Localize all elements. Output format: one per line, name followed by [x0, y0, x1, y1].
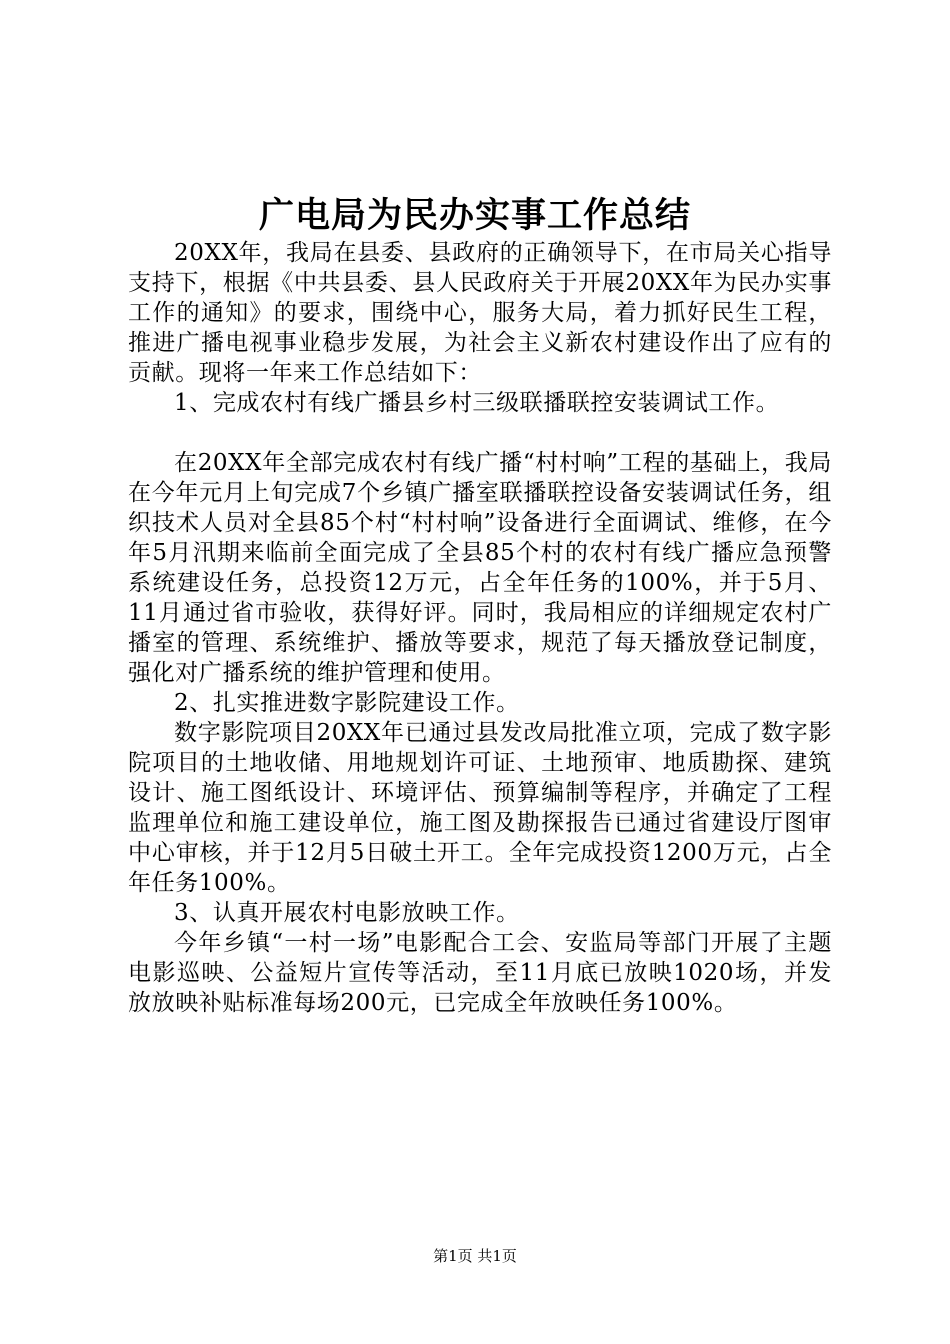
section-2-paragraph: 数字影院项目20XX年已通过县发改局批准立项，完成了数字影院项目的土地收储、用地规划许可证、土地预审、地质勘探、建筑设计、施工图纸设计、环境评估、预算编制等程序，并确定了工程监理单位和施工建设单位，施工图及勘探报告已通过省建设厅图审中心审核，并于12月5日破土开工。全年完成投资1200万元，占全年任务100%。 — [128, 720, 832, 896]
intro-paragraph: 20XX年，我局在县委、县政府的正确领导下，在市局关心指导支持下，根据《中共县委、县人民政府关于开展20XX年为民办实事工作的通知》的要求，围绕中心，服务大局，着力抓好民生工程，推进广播电视事业稳步发展，为社会主义新农村建设作出了应有的贡献。现将一年来工作总结如下： — [128, 240, 832, 386]
section-heading-1: 1、完成农村有线广播县乡村三级联播联控安装调试工作。 — [174, 390, 780, 416]
document-title: 广电局为民办实事工作总结 — [258, 195, 691, 236]
section-1-paragraph: 在20XX年全部完成农村有线广播“村村响”工程的基础上，我局在今年元月上旬完成7个乡镇广播室联播联控设备安装调试任务，组织技术人员对全县85个村“村村响”设备进行全面调试、维修，在今年5月汛期来临前全面完成了全县85个村的农村有线广播应急预警系统建设任务，总投资12万元，占全年任务的100%，并于5月、11月通过省市验收，获得好评。同时，我局相应的详细规定农村广播室的管理、系统维护、播放等要求，规范了每天播放登记制度，强化对广播系统的维护管理和使用。 — [128, 450, 832, 686]
section-heading-2: 2、扎实推进数字影院建设工作。 — [174, 690, 520, 716]
section-heading-3: 3、认真开展农村电影放映工作。 — [174, 900, 520, 926]
section-3-paragraph: 今年乡镇“一村一场”电影配合工会、安监局等部门开展了主题电影巡映、公益短片宣传等活动，至11月底已放映1020场，并发放放映补贴标准每场200元，已完成全年放映任务100%。 — [128, 930, 832, 1016]
page-footer: 第1页 共1页 — [433, 1247, 517, 1265]
document-body — [128, 238, 832, 1018]
